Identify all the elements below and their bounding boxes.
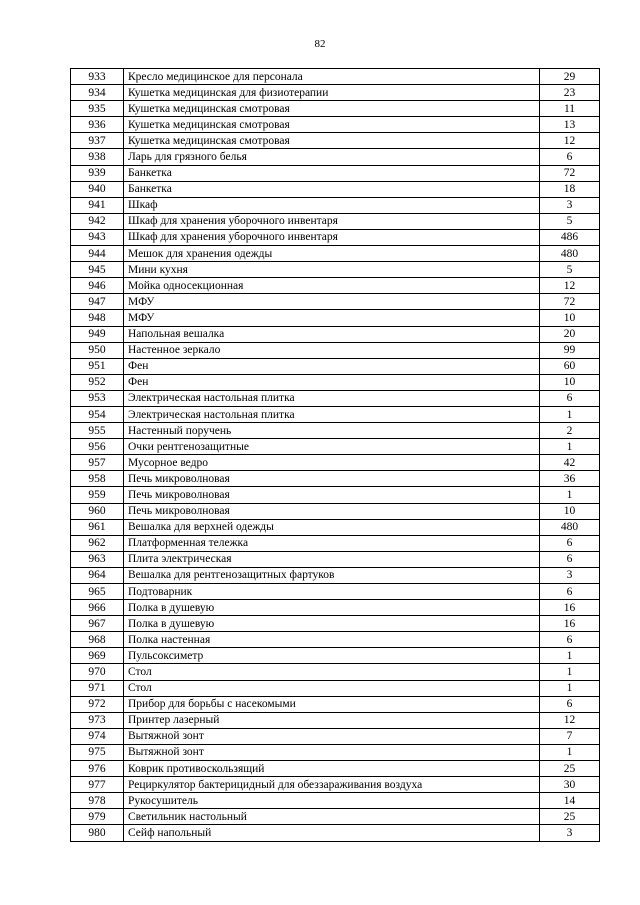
item-name-cell: Пульсоксиметр <box>124 648 540 664</box>
row-number-cell: 943 <box>71 229 124 245</box>
item-name-cell: Стол <box>124 680 540 696</box>
row-number-cell: 970 <box>71 664 124 680</box>
item-name-cell: Шкаф для хранения уборочного инвентаря <box>124 213 540 229</box>
row-number-cell: 952 <box>71 374 124 390</box>
row-number-cell: 936 <box>71 117 124 133</box>
table-row <box>71 101 600 117</box>
quantity-cell: 13 <box>540 117 600 133</box>
item-name-cell: Вешалка для верхней одежды <box>124 519 540 535</box>
item-name-cell: Фен <box>124 358 540 374</box>
item-name-cell: Ларь для грязного белья <box>124 149 540 165</box>
row-number-cell: 963 <box>71 551 124 567</box>
table-row <box>71 535 600 551</box>
item-name-cell: Электрическая настольная плитка <box>124 390 540 406</box>
quantity-cell: 486 <box>540 229 600 245</box>
quantity-cell: 10 <box>540 310 600 326</box>
table-row <box>71 390 600 406</box>
quantity-cell: 6 <box>540 584 600 600</box>
table-row <box>71 696 600 712</box>
item-name-cell: Очки рентгенозащитные <box>124 439 540 455</box>
quantity-cell: 480 <box>540 519 600 535</box>
row-number-cell: 938 <box>71 149 124 165</box>
quantity-cell: 25 <box>540 761 600 777</box>
row-number-cell: 955 <box>71 423 124 439</box>
quantity-cell: 29 <box>540 69 600 85</box>
item-name-cell: МФУ <box>124 294 540 310</box>
item-name-cell: Сейф напольный <box>124 825 540 841</box>
table-row <box>71 664 600 680</box>
item-name-cell: Мешок для хранения одежды <box>124 246 540 262</box>
table-row <box>71 793 600 809</box>
item-name-cell: Вытяжной зонт <box>124 744 540 760</box>
quantity-cell: 2 <box>540 423 600 439</box>
item-name-cell: Вешалка для рентгенозащитных фартуков <box>124 567 540 583</box>
table-row <box>71 278 600 294</box>
row-number-cell: 975 <box>71 744 124 760</box>
row-number-cell: 946 <box>71 278 124 294</box>
row-number-cell: 953 <box>71 390 124 406</box>
table-row <box>71 326 600 342</box>
row-number-cell: 939 <box>71 165 124 181</box>
item-name-cell: Печь микроволновая <box>124 471 540 487</box>
table-row <box>71 197 600 213</box>
row-number-cell: 978 <box>71 793 124 809</box>
table-row <box>71 567 600 583</box>
table-row <box>71 632 600 648</box>
quantity-cell: 5 <box>540 262 600 278</box>
quantity-cell: 60 <box>540 358 600 374</box>
quantity-cell: 1 <box>540 680 600 696</box>
quantity-cell: 20 <box>540 326 600 342</box>
row-number-cell: 971 <box>71 680 124 696</box>
table-row <box>71 744 600 760</box>
row-number-cell: 977 <box>71 777 124 793</box>
row-number-cell: 966 <box>71 600 124 616</box>
table-row <box>71 374 600 390</box>
quantity-cell: 7 <box>540 728 600 744</box>
row-number-cell: 956 <box>71 439 124 455</box>
item-name-cell: Кушетка медицинская смотровая <box>124 101 540 117</box>
quantity-cell: 3 <box>540 567 600 583</box>
row-number-cell: 964 <box>71 567 124 583</box>
table-row <box>71 487 600 503</box>
row-number-cell: 972 <box>71 696 124 712</box>
item-name-cell: Рукосушитель <box>124 793 540 809</box>
row-number-cell: 976 <box>71 761 124 777</box>
row-number-cell: 937 <box>71 133 124 149</box>
table-row <box>71 809 600 825</box>
row-number-cell: 941 <box>71 197 124 213</box>
row-number-cell: 965 <box>71 584 124 600</box>
row-number-cell: 969 <box>71 648 124 664</box>
row-number-cell: 959 <box>71 487 124 503</box>
row-number-cell: 948 <box>71 310 124 326</box>
row-number-cell: 957 <box>71 455 124 471</box>
quantity-cell: 6 <box>540 149 600 165</box>
table-row <box>71 600 600 616</box>
quantity-cell: 6 <box>540 696 600 712</box>
item-name-cell: Полка в душевую <box>124 616 540 632</box>
quantity-cell: 1 <box>540 648 600 664</box>
row-number-cell: 974 <box>71 728 124 744</box>
quantity-cell: 12 <box>540 133 600 149</box>
item-name-cell: Печь микроволновая <box>124 503 540 519</box>
row-number-cell: 940 <box>71 181 124 197</box>
inventory-table-body <box>71 69 600 842</box>
item-name-cell: Плита электрическая <box>124 551 540 567</box>
quantity-cell: 11 <box>540 101 600 117</box>
item-name-cell: Платформенная тележка <box>124 535 540 551</box>
table-row <box>71 712 600 728</box>
item-name-cell: Банкетка <box>124 181 540 197</box>
item-name-cell: Шкаф <box>124 197 540 213</box>
item-name-cell: Кушетка медицинская для физиотерапии <box>124 85 540 101</box>
quantity-cell: 72 <box>540 294 600 310</box>
quantity-cell: 10 <box>540 374 600 390</box>
page-number: 82 <box>314 38 326 50</box>
quantity-cell: 1 <box>540 744 600 760</box>
table-row <box>71 423 600 439</box>
item-name-cell: Кушетка медицинская смотровая <box>124 133 540 149</box>
quantity-cell: 72 <box>540 165 600 181</box>
quantity-cell: 18 <box>540 181 600 197</box>
item-name-cell: Напольная вешалка <box>124 326 540 342</box>
quantity-cell: 16 <box>540 616 600 632</box>
quantity-cell: 1 <box>540 664 600 680</box>
quantity-cell: 25 <box>540 809 600 825</box>
quantity-cell: 30 <box>540 777 600 793</box>
item-name-cell: Шкаф для хранения уборочного инвентаря <box>124 229 540 245</box>
table-row <box>71 246 600 262</box>
table-row <box>71 213 600 229</box>
table-row <box>71 680 600 696</box>
row-number-cell: 947 <box>71 294 124 310</box>
table-row <box>71 358 600 374</box>
quantity-cell: 480 <box>540 246 600 262</box>
table-row <box>71 117 600 133</box>
table-row <box>71 262 600 278</box>
row-number-cell: 958 <box>71 471 124 487</box>
quantity-cell: 12 <box>540 712 600 728</box>
row-number-cell: 962 <box>71 535 124 551</box>
table-row <box>71 825 600 841</box>
inventory-table <box>70 68 600 842</box>
table-row <box>71 181 600 197</box>
table-row <box>71 342 600 358</box>
row-number-cell: 942 <box>71 213 124 229</box>
item-name-cell: Мини кухня <box>124 262 540 278</box>
table-row <box>71 310 600 326</box>
quantity-cell: 6 <box>540 390 600 406</box>
item-name-cell: Печь микроволновая <box>124 487 540 503</box>
row-number-cell: 961 <box>71 519 124 535</box>
table-row <box>71 648 600 664</box>
quantity-cell: 99 <box>540 342 600 358</box>
item-name-cell: Коврик противоскользящий <box>124 761 540 777</box>
item-name-cell: Вытяжной зонт <box>124 728 540 744</box>
table-row <box>71 728 600 744</box>
row-number-cell: 944 <box>71 246 124 262</box>
table-row <box>71 616 600 632</box>
quantity-cell: 3 <box>540 825 600 841</box>
table-row <box>71 519 600 535</box>
quantity-cell: 10 <box>540 503 600 519</box>
item-name-cell: Кушетка медицинская смотровая <box>124 117 540 133</box>
table-row <box>71 165 600 181</box>
item-name-cell: Фен <box>124 374 540 390</box>
table-row <box>71 69 600 85</box>
quantity-cell: 16 <box>540 600 600 616</box>
item-name-cell: Настенный поручень <box>124 423 540 439</box>
item-name-cell: Принтер лазерный <box>124 712 540 728</box>
table-row <box>71 85 600 101</box>
row-number-cell: 979 <box>71 809 124 825</box>
item-name-cell: Подтоварник <box>124 584 540 600</box>
row-number-cell: 951 <box>71 358 124 374</box>
quantity-cell: 6 <box>540 535 600 551</box>
row-number-cell: 960 <box>71 503 124 519</box>
item-name-cell: Настенное зеркало <box>124 342 540 358</box>
item-name-cell: Стол <box>124 664 540 680</box>
row-number-cell: 949 <box>71 326 124 342</box>
item-name-cell: МФУ <box>124 310 540 326</box>
quantity-cell: 42 <box>540 455 600 471</box>
quantity-cell: 1 <box>540 406 600 422</box>
table-row <box>71 294 600 310</box>
row-number-cell: 954 <box>71 406 124 422</box>
table-row <box>71 761 600 777</box>
quantity-cell: 12 <box>540 278 600 294</box>
item-name-cell: Полка настенная <box>124 632 540 648</box>
quantity-cell: 5 <box>540 213 600 229</box>
row-number-cell: 968 <box>71 632 124 648</box>
item-name-cell: Банкетка <box>124 165 540 181</box>
table-row <box>71 503 600 519</box>
table-row <box>71 439 600 455</box>
row-number-cell: 950 <box>71 342 124 358</box>
quantity-cell: 23 <box>540 85 600 101</box>
table-row <box>71 471 600 487</box>
item-name-cell: Электрическая настольная плитка <box>124 406 540 422</box>
table-row <box>71 584 600 600</box>
quantity-cell: 3 <box>540 197 600 213</box>
item-name-cell: Прибор для борьбы с насекомыми <box>124 696 540 712</box>
row-number-cell: 967 <box>71 616 124 632</box>
row-number-cell: 945 <box>71 262 124 278</box>
item-name-cell: Полка в душевую <box>124 600 540 616</box>
quantity-cell: 36 <box>540 471 600 487</box>
row-number-cell: 973 <box>71 712 124 728</box>
table-row <box>71 133 600 149</box>
table-row <box>71 455 600 471</box>
table-row <box>71 406 600 422</box>
item-name-cell: Светильник настольный <box>124 809 540 825</box>
quantity-cell: 6 <box>540 551 600 567</box>
table-row <box>71 149 600 165</box>
item-name-cell: Мусорное ведро <box>124 455 540 471</box>
table-row <box>71 777 600 793</box>
quantity-cell: 1 <box>540 439 600 455</box>
item-name-cell: Рециркулятор бактерицидный для обеззараживания воздуха <box>124 777 540 793</box>
quantity-cell: 6 <box>540 632 600 648</box>
row-number-cell: 933 <box>71 69 124 85</box>
item-name-cell: Мойка односекционная <box>124 278 540 294</box>
table-row <box>71 551 600 567</box>
quantity-cell: 1 <box>540 487 600 503</box>
row-number-cell: 980 <box>71 825 124 841</box>
table-row <box>71 229 600 245</box>
row-number-cell: 935 <box>71 101 124 117</box>
quantity-cell: 14 <box>540 793 600 809</box>
row-number-cell: 934 <box>71 85 124 101</box>
item-name-cell: Кресло медицинское для персонала <box>124 69 540 85</box>
